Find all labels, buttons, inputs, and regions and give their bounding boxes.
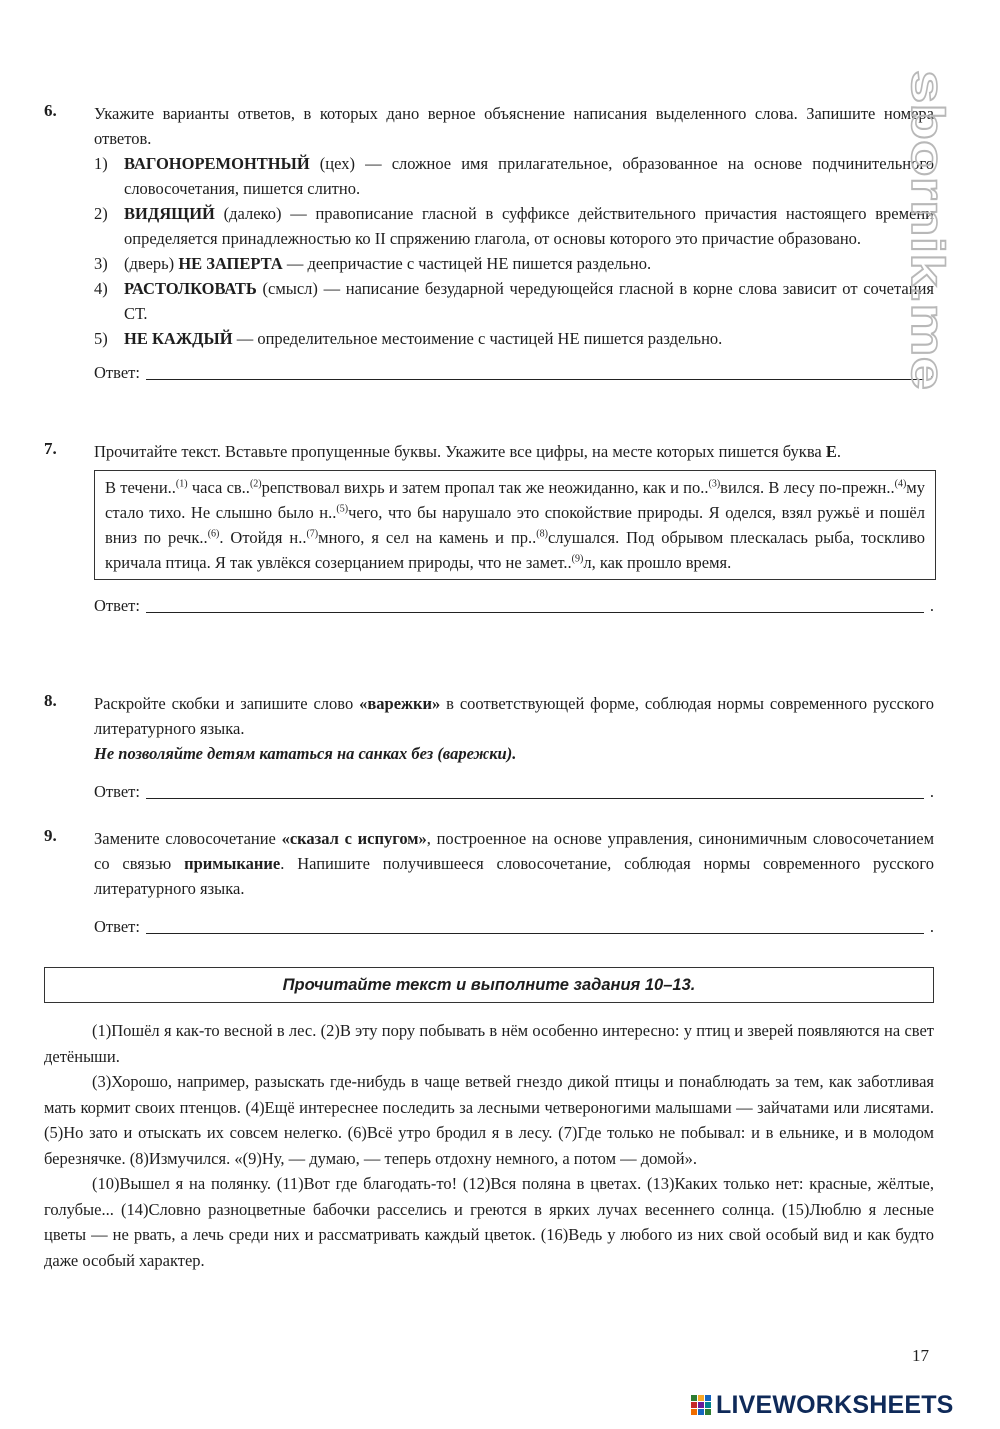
answer-label: Ответ: [94,596,140,615]
answer-label: Ответ: [94,917,140,936]
watermark-text: sbornik.me [902,70,954,316]
reading-text [44,1018,934,1273]
task-number: 9. [44,826,57,845]
paragraph-3: (10)Вышел я на полянку. (11)Вот где благодать-то! (12)Вся поляна в цветах. (13)Каких только нет: красные, жёлтые, голубые... (14)Словно разноцветные бабочки расселись и греются в ярких лучах весеннего солнца. (15)Люблю я лесные цветы — не рвать, а лечь среди них и рассматривать каждый цветок. (16)Ведь у любого из них свой особый вид и как будто даже особый характер. [44,1174,934,1270]
example-sentence: Не позволяйте детям кататься на санках без (варежки). [94,744,517,763]
answer-field[interactable] [146,611,924,613]
task-7 [44,439,934,618]
answer-field[interactable] [146,378,924,380]
task-number: 7. [44,439,57,458]
answer-row: Ответ: . [94,359,934,385]
text-box: В течени..$^{(1)}$ часа св..$^{(2)}$репствовал вихрь и затем пропал так же неожиданно, как и по..$^{(3)}$вился. В лесу по-прежн..$^{(4)}$му стало тихо. Не слышно было н..$^{(5)}$чего, что бы нарушало это спокойствие природы. Я оделся, взял ружьё и пошёл вниз по речк..$^{(6)}$. Отойдя н..$^{(7)}$много, я сел на камень и пр..$^{(8)}$слушался. Под обрывом плескалась рыба, тоскливо кричала птица. Я так увлёкся созерцанием природы, что не замет..$^{(9)}$л, как прошло время. [94,470,936,580]
option-5: 5) НЕ КАЖДЫЙ — определительное местоимение с частицей НЕ пишется раздельно. [94,329,723,348]
task-intro: Прочитайте текст. Вставьте пропущенные буквы. Укажите все цифры, на месте которых пишется буква Е. [94,442,841,461]
answer-row: Ответ: . [94,778,934,804]
page-number: 17 [912,1346,929,1365]
task-number: 6. [44,101,57,120]
answer-label: Ответ: [94,363,140,382]
answer-label: Ответ: [94,782,140,801]
task-8 [44,691,934,804]
option-3: 3) (дверь) НЕ ЗАПЕРТА — деепричастие с частицей НЕ пишется раздельно. [94,254,652,273]
option-4: 4) РАСТОЛКОВАТЬ (смысл) — написание безударной чередующейся гласной в корне слова зависит от сочетания СТ. [94,279,934,323]
watermark [870,70,954,390]
option-2: 2) ВИДЯЩИЙ (далеко) — правописание гласной в суффиксе действительного причастия настоящего времени определяется принадлежностью ко II спряжению глагола, от основы которого это причастие образовано. [94,204,934,248]
paragraph-2: (3)Хорошо, например, разыскать где-нибудь в чаще ветвей гнездо дикой птицы и понаблюдать за тем, как заботливая мать кормит своих птенцов. (4)Ещё интереснее последить за лесными четвероногими малышами — зайчатами или лисятами. (5)Но зато и отыскать их совсем нелегко. (6)Всё утро бродил я в лесу. (7)Где только не побывал: и в ельнике, и в молодом березнячке. (8)Измучился. «(9)Ну, — думаю, — теперь отдохну немного, а потом — домой». [44,1072,934,1168]
liveworksheets-logo-text: LIVEWORKSHEETS [716,1390,954,1419]
task-6 [44,101,934,385]
liveworksheets-logo [690,1390,954,1420]
liveworksheets-logo-icon [690,1394,712,1416]
task-intro: Укажите варианты ответов, в которых дано верное объяснение написания выделенного слова. Запишите номера ответов. [94,104,934,148]
task-intro: Раскройте скобки и запишите слово «варежки» в соответствующей форме, соблюдая нормы современного русского литературного языка. [94,694,934,738]
answer-row: Ответ: . [94,913,934,939]
options-list [94,151,934,351]
answer-row: Ответ: . [94,592,934,618]
paragraph-1: (1)Пошёл я как-то весной в лес. (2)В эту пору побывать в нём особенно интересно: у птиц и зверей появляются на свет детёныши. [44,1021,934,1066]
option-1: 1) ВАГОНОРЕМОНТНЫЙ (цех) — сложное имя прилагательное, образованное на основе подчинительного словосочетания, пишется слитно. [94,154,934,198]
answer-field[interactable] [146,932,924,934]
task-9 [44,826,934,939]
task-number: 8. [44,691,57,710]
task-intro: Замените словосочетание «сказал с испугом», построенное на основе управления, синонимичным словосочетанием со связью примыкание. Напишите получившееся словосочетание, соблюдая нормы современного русского литературного языка. [94,829,935,898]
answer-field[interactable] [146,797,924,799]
section-heading: Прочитайте текст и выполните задания 10–13. [44,967,934,1003]
